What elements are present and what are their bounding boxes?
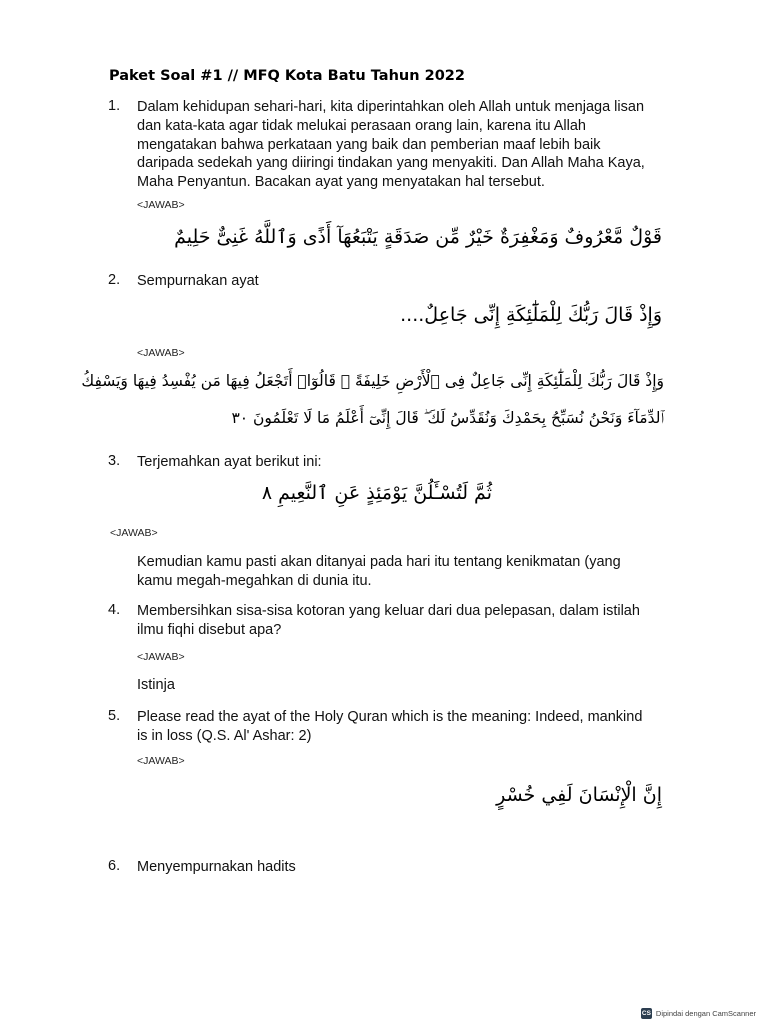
question-2-number: 2.	[108, 272, 121, 288]
question-3-answer	[137, 553, 677, 591]
answer-label-5: <JAWAB>	[137, 755, 185, 767]
answer-label-1: <JAWAB>	[137, 199, 185, 211]
question-2-arabic: وَإِذْ قَالَ رَبُّكَ لِلْمَلَٰٓئِكَةِ إِنِّى جَاعِلٌ....	[400, 304, 662, 326]
question-3-answer-line: kamu megah-megahkan di dunia itu.	[137, 572, 372, 589]
question-6-number: 6.	[108, 858, 121, 874]
question-5-line: is in loss (Q.S. Al' Ashar: 2)	[137, 727, 312, 744]
question-3-text: Terjemahkan ayat berikut ini:	[137, 454, 322, 470]
question-6-text: Menyempurnakan hadits	[137, 859, 296, 875]
question-1-number: 1.	[108, 98, 121, 114]
question-4-text	[137, 602, 669, 640]
question-2-text: Sempurnakan ayat	[137, 273, 259, 289]
question-1-line: daripada sedekah yang diiringi tindakan yang menyakiti. Dan Allah Maha Kaya,	[137, 155, 645, 172]
question-1-line: dan kata-kata agar tidak melukai perasaan orang lain, karena itu Allah	[137, 117, 586, 134]
question-4-number: 4.	[108, 602, 121, 618]
question-1-text	[137, 98, 669, 192]
question-3-answer-line: Kemudian kamu pasti akan ditanyai pada hari itu tentang kenikmatan (yang	[137, 554, 621, 570]
question-5-answer-arabic: إِنَّ الْإِنْسَانَ لَفِي خُسْرٍ	[496, 784, 662, 806]
question-3-number: 3.	[108, 453, 121, 469]
answer-label-3: <JAWAB>	[110, 527, 158, 539]
question-4-line: Membersihkan sisa-sisa kotoran yang keluar dari dua pelepasan, dalam istilah	[137, 603, 640, 619]
document-title: Paket Soal #1 // MFQ Kota Batu Tahun 2022	[109, 68, 465, 84]
question-3-arabic: ثُمَّ لَتُسْـَٔلُنَّ يَوْمَئِذٍ عَنِ ٱلنَّعِيمِ ٨	[261, 482, 492, 504]
question-1-answer-arabic: قَوْلٌ مَّعْرُوفٌ وَمَغْفِرَةٌ خَيْرٌ مِّن صَدَقَةٍ يَتْبَعُهَآ أَذًى وَٱللَّهُ غَنِىٌّ حَلِيمٌ	[174, 226, 662, 248]
question-1-line: Dalam kehidupan sehari-hari, kita diperintahkan oleh Allah untuk menjaga lisan	[137, 99, 645, 115]
question-2-answer-line-2: ٱلدِّمَآءَ وَنَحْنُ نُسَبِّحُ بِحَمْدِكَ وَنُقَدِّسُ لَكَ ۖ قَالَ إِنِّىٓ أَعْلَمُ مَا لَا تَعْلَمُونَ ٣٠	[231, 409, 664, 427]
camscanner-watermark	[641, 1006, 756, 1020]
question-5-text	[137, 708, 669, 746]
camscanner-text: Dipindai dengan CamScanner	[655, 1008, 756, 1018]
question-5-number: 5.	[108, 708, 121, 724]
answer-label-2: <JAWAB>	[137, 347, 185, 359]
question-2-answer-line-1: وَإِذْ قَالَ رَبُّكَ لِلْمَلَٰٓئِكَةِ إِنِّى جَاعِلٌ فِى ٱلْأَرْضِ خَلِيفَةً ۖ قَالُوٓا۟ أَتَجْعَلُ فِيهَا مَن يُفْسِدُ فِيهَا وَيَسْفِكُ	[81, 372, 664, 390]
answer-label-4: <JAWAB>	[137, 651, 185, 663]
question-1-line: Maha Penyantun. Bacakan ayat yang menyatakan hal tersebut.	[137, 174, 545, 191]
question-4-answer: Istinja	[137, 677, 175, 693]
question-1-line: mengatakan bahwa perkataan yang baik dan pemberian maaf lebih baik	[137, 136, 601, 153]
camscanner-logo-icon: CS	[641, 1009, 651, 1017]
question-5-line: Please read the ayat of the Holy Quran which is the meaning: Indeed, mankind	[137, 709, 643, 725]
question-4-line: ilmu fiqhi disebut apa?	[137, 621, 282, 638]
